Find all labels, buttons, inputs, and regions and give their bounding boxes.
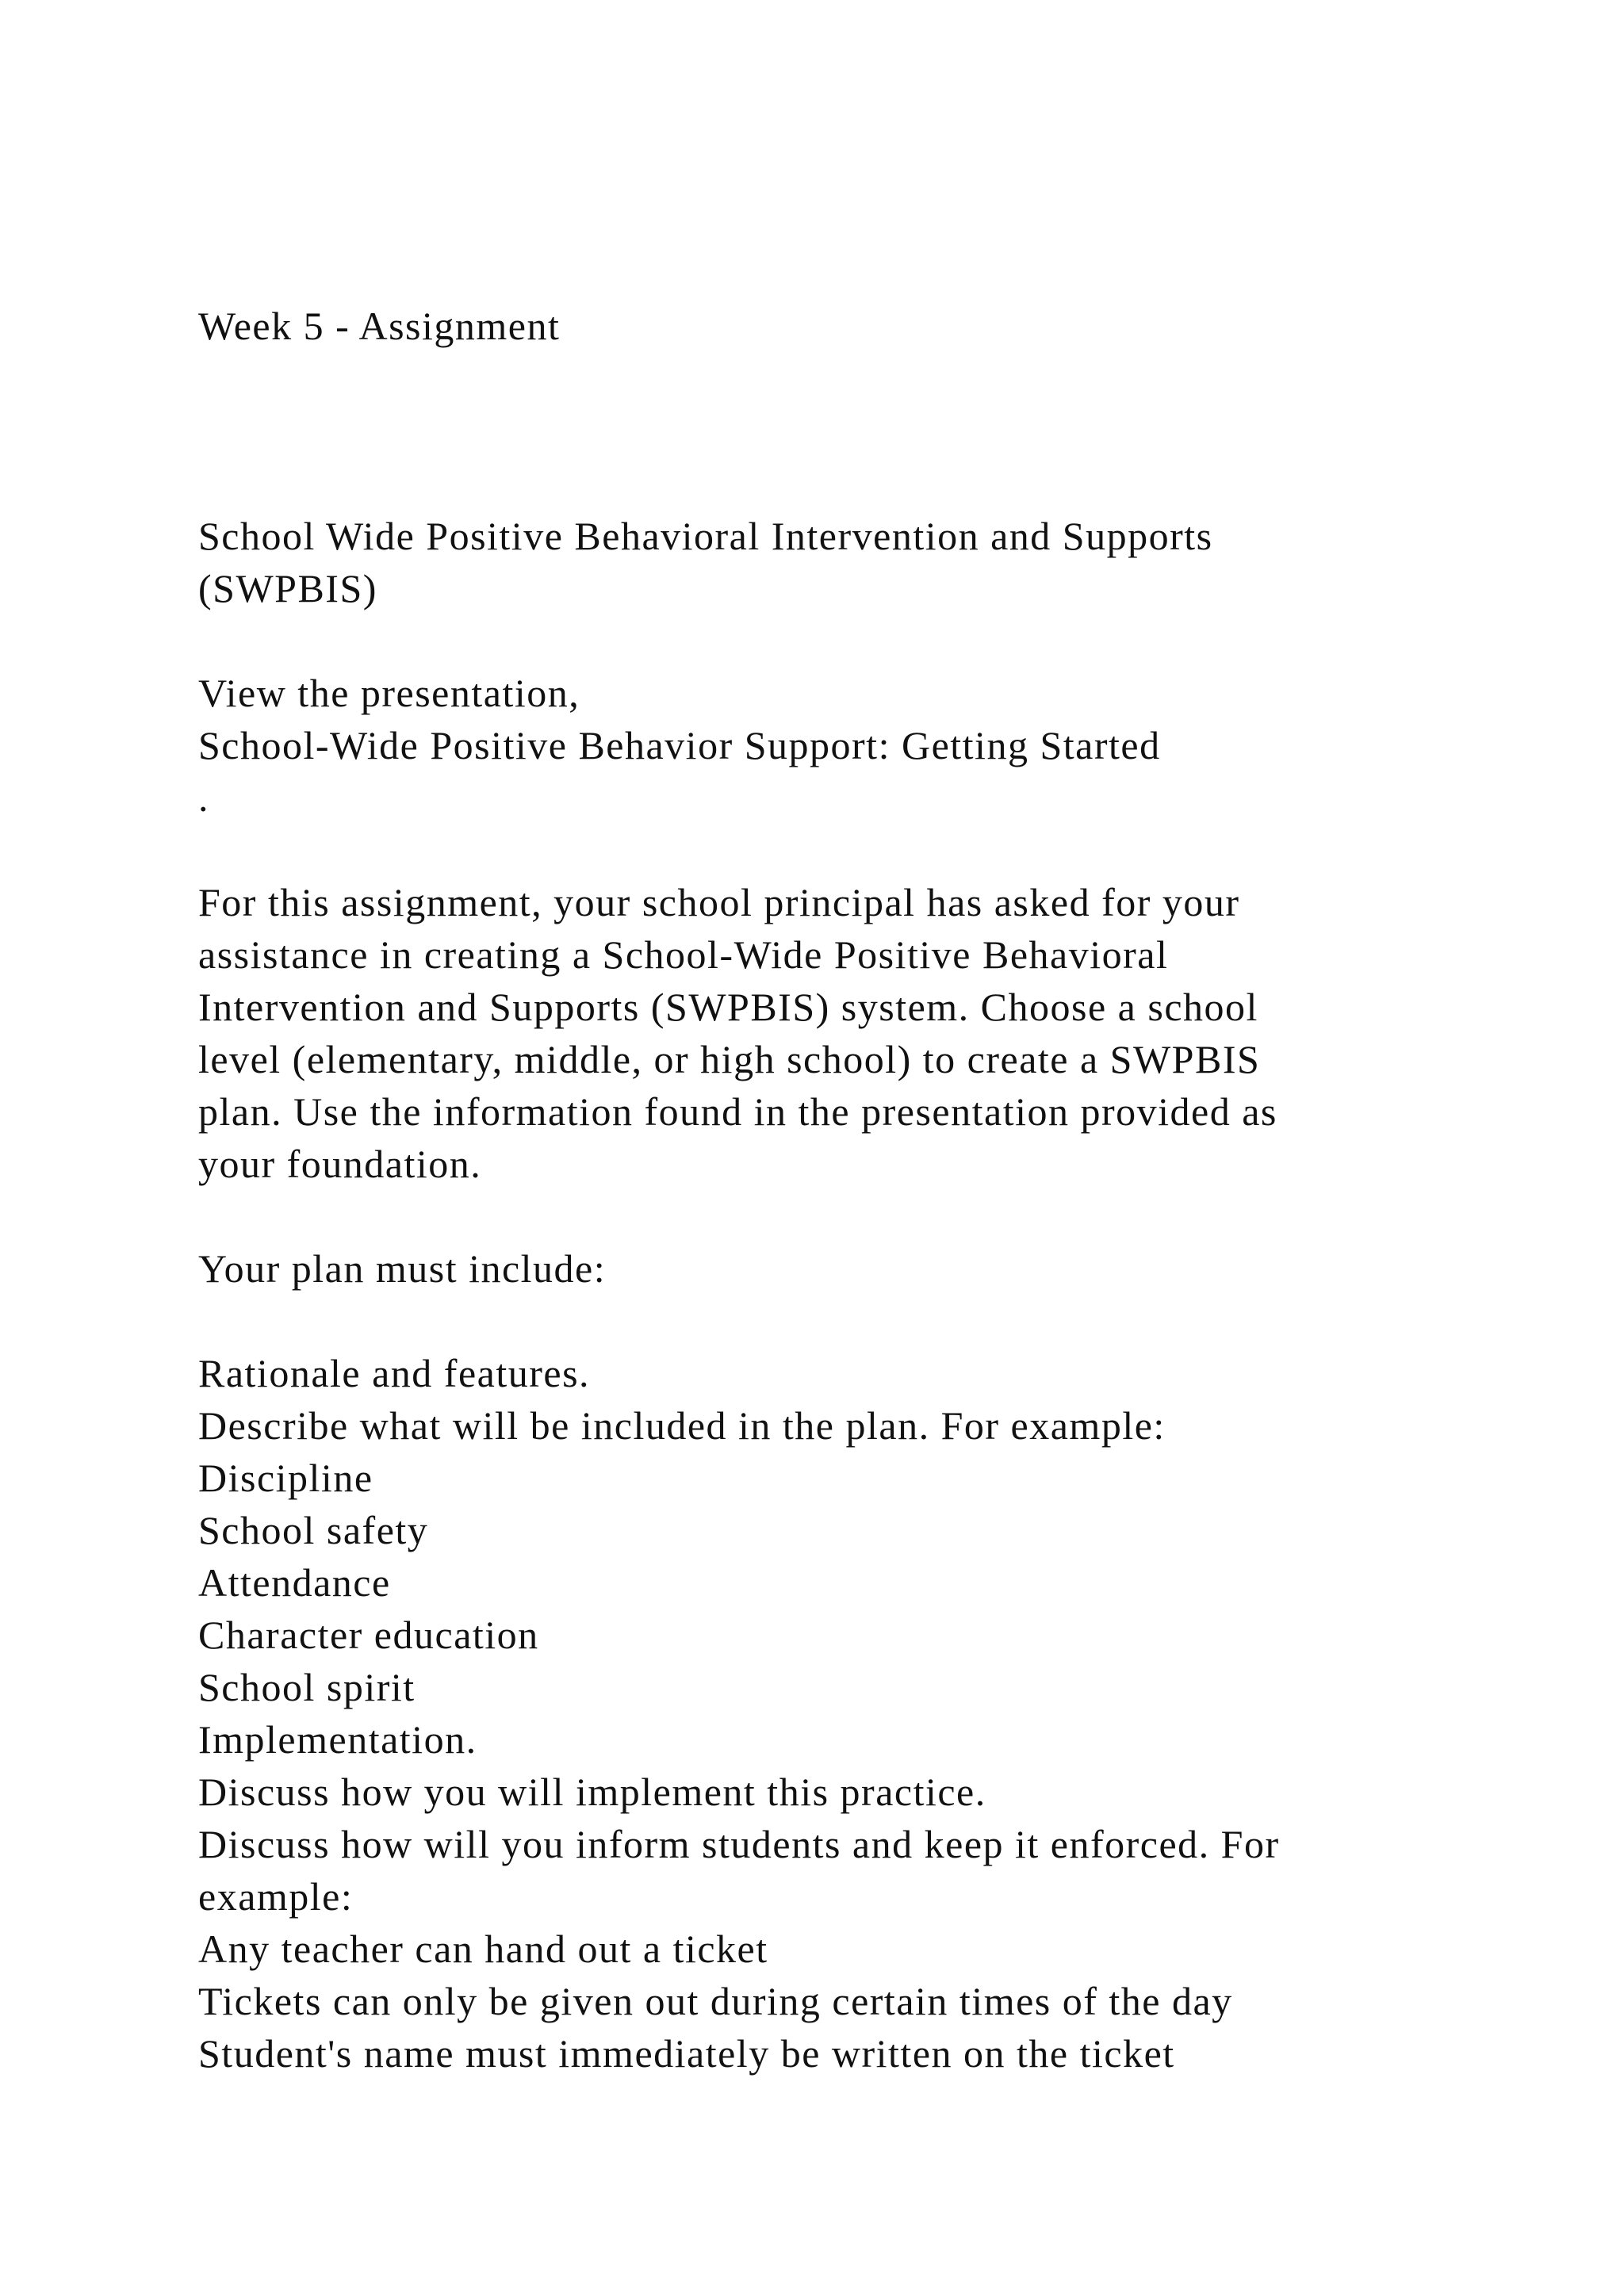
list-item: example:: [198, 1874, 354, 1919]
list-item: Discipline: [198, 1456, 373, 1500]
intro-line-3: Intervention and Supports (SWPBIS) system. Choose a school: [198, 985, 1258, 1029]
list-item: Describe what will be included in the plan. For example:: [198, 1403, 1166, 1448]
section-heading-line-1: School Wide Positive Behavioral Intervention and Supports: [198, 514, 1213, 558]
list-item: School safety: [198, 1508, 429, 1552]
list-item: Discuss how you will implement this practice.: [198, 1770, 986, 1814]
plan-intro-line: Your plan must include:: [198, 1246, 607, 1291]
list-item: Attendance: [198, 1560, 391, 1605]
section-heading-line-2: (SWPBIS): [198, 566, 377, 610]
list-item: Any teacher can hand out a ticket: [198, 1927, 768, 1971]
list-item: Rationale and features.: [198, 1351, 591, 1395]
intro-line-2: assistance in creating a School-Wide Positive Behavioral: [198, 932, 1169, 977]
list-item: Discuss how will you inform students and keep it enforced. For: [198, 1822, 1280, 1866]
list-item: Character education: [198, 1613, 539, 1657]
list-item: School spirit: [198, 1665, 416, 1709]
view-presentation-line: View the presentation,: [198, 671, 580, 715]
intro-line-4: level (elementary, middle, or high school) to create a SWPBIS: [198, 1037, 1261, 1081]
list-item: Implementation.: [198, 1717, 477, 1762]
presentation-title: School-Wide Positive Behavior Support: Getting Started: [198, 723, 1161, 767]
list-item: Student's name must immediately be written on the ticket: [198, 2031, 1175, 2076]
intro-line-6: your foundation.: [198, 1142, 482, 1186]
assignment-title: Week 5 - Assignment: [198, 304, 561, 348]
period-line: .: [198, 775, 209, 820]
intro-line-1: For this assignment, your school principal has asked for your: [198, 880, 1240, 924]
list-item: Tickets can only be given out during certain times of the day: [198, 1979, 1233, 2023]
intro-line-5: plan. Use the information found in the presentation provided as: [198, 1089, 1277, 1134]
